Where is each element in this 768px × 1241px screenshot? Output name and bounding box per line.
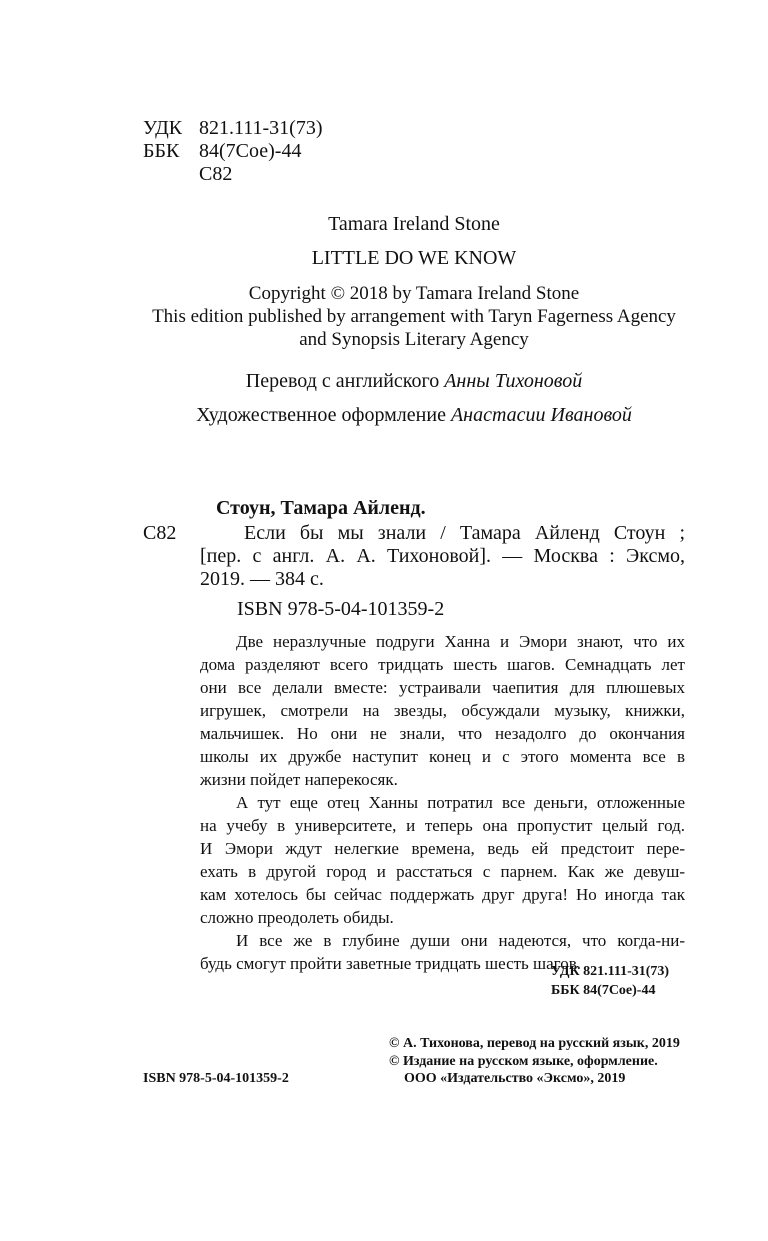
card-line-2: [пер. с англ. А. А. Тихоновой]. — Москва : Эксмо,: [200, 545, 685, 567]
translation-prefix: Перевод с английского: [245, 370, 440, 392]
annotation-line: Две неразлучные подруги Ханна и Эмори знают, что их: [236, 632, 685, 651]
copyright-block: [100, 212, 728, 427]
edition-line-2: and Synopsis Literary Agency: [299, 329, 529, 350]
copyright-notice-2: © Издание на русском языке, оформление.: [389, 1054, 658, 1069]
designer-name: Анастасии Ивановой: [450, 404, 632, 426]
copyright-notice-3: ООО «Издательство «Эксмо», 2019: [404, 1071, 626, 1086]
design-prefix: Художественное оформление: [196, 404, 446, 426]
annotation-line: на учебу в университете, и теперь она пропустит целый год.: [200, 816, 685, 835]
bbk-value: 84(7Сое)-44: [199, 140, 302, 162]
annotation-line: будь смогут пройти заветные тридцать шесть шагов.: [200, 954, 582, 973]
annotation-line: А тут еще отец Ханны потратил все деньги, отложенные: [236, 793, 685, 812]
card-heading: Стоун, Тамара Айленд.: [216, 497, 426, 519]
author-mark: С82: [199, 163, 233, 185]
bottom-udk: УДК 821.111-31(73): [551, 964, 670, 979]
card-isbn: ISBN 978-5-04-101359-2: [237, 598, 445, 620]
copyright-notice-1: © А. Тихонова, перевод на русский язык, 2019: [389, 1036, 680, 1051]
annotation-line: И Эмори ждут нелегкие времена, ведь ей предстоит пере-: [200, 839, 685, 858]
annotation-line: школы их дружбе наступит конец и с этого момента все в: [200, 747, 685, 766]
annotation-line: кам хотелось бы сейчас поддержать друг друга! Но иногда так: [200, 885, 685, 904]
annotation-line: ехать в другой город и расстаться с парнем. Как же девуш-: [200, 862, 685, 881]
annotation-line: И все же в глубине души они надеются, что когда-ни-: [236, 931, 685, 950]
annotation-line: сложно преодолеть обиды.: [200, 908, 394, 927]
udk-label: УДК: [143, 117, 183, 139]
copyright-line: Copyright © 2018 by Tamara Ireland Stone: [248, 283, 580, 304]
annotation-line: игрушек, смотрели на звезды, обсуждали музыку, книжки,: [200, 701, 685, 720]
annotation-line: дома разделяют всего тридцать шесть шагов. Семнадцать лет: [200, 655, 685, 674]
bottom-isbn: ISBN 978-5-04-101359-2: [143, 1071, 289, 1086]
bottom-bbk: ББК 84(7Сое)-44: [551, 983, 656, 998]
annotation-line: они все делали вместе: устраивали чаепития для плюшевых: [200, 678, 685, 697]
udk-value: 821.111-31(73): [199, 117, 323, 139]
translator-name: Анны Тихоновой: [444, 370, 583, 392]
card-line-3: 2019. — 384 с.: [200, 568, 324, 590]
card-line-1: Если бы мы знали / Тамара Айленд Стоун ;: [244, 522, 685, 544]
design-credit: [100, 403, 728, 427]
annotation-line: мальчишек. Но они не знали, что незадолго до окончания: [200, 724, 685, 743]
original-author: Tamara Ireland Stone: [328, 213, 500, 235]
translation-credit: [100, 369, 728, 393]
edition-line-1: This edition published by arrangement with Taryn Fagerness Agency: [152, 306, 676, 327]
card-mark: С82: [143, 522, 177, 544]
bbk-label: ББК: [143, 140, 180, 162]
annotation: [200, 630, 685, 975]
annotation-line: жизни пойдет наперекосяк.: [200, 770, 398, 789]
original-title: LITTLE DO WE KNOW: [311, 247, 517, 269]
